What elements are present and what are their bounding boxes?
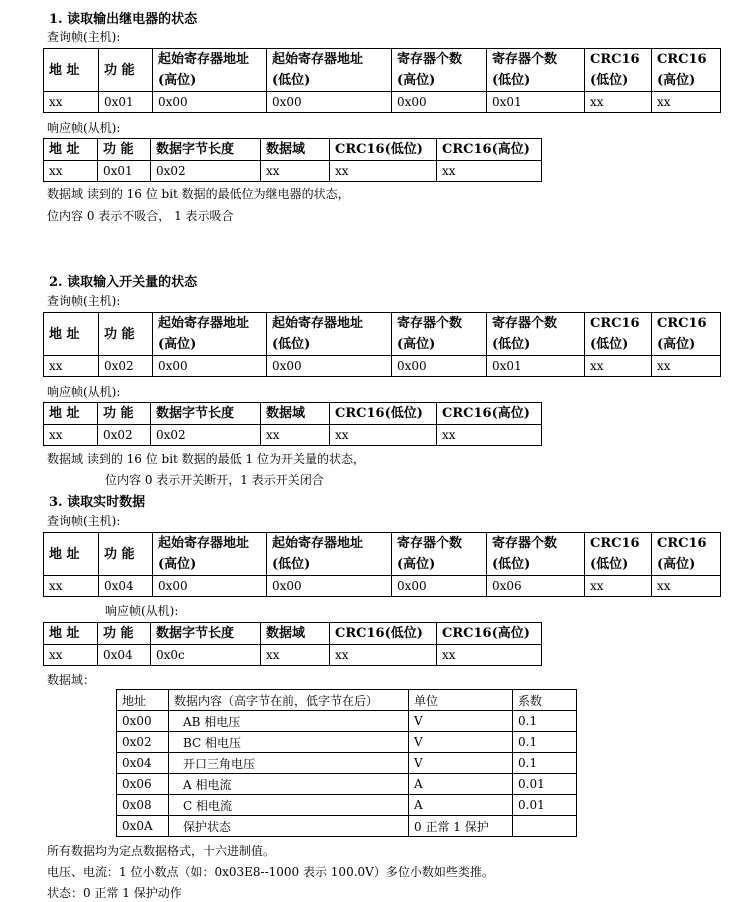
header-cnt-hi: 寄存器个数 (高位) xyxy=(392,49,487,92)
dt-header-addr: 地址 xyxy=(117,690,169,711)
dt-cell: 0x08 xyxy=(117,795,169,816)
section2-resp-label: 响应帧(从机): xyxy=(47,385,121,399)
dt-cell: C 相电流 xyxy=(169,795,409,816)
dt-cell: 0 正常 1 保护 xyxy=(409,816,513,837)
cell: xx xyxy=(44,92,99,113)
cell: 0x02 xyxy=(151,425,261,446)
cell: xx xyxy=(261,425,330,446)
header-crc-lo: CRC16(低位) xyxy=(330,403,437,425)
footnote-3: 状态：0 正常 1 保护动作 xyxy=(47,886,182,900)
cell: xx xyxy=(44,161,98,182)
section2-note2: 位内容 0 表示开关断开，1 表示开关闭合 xyxy=(105,473,324,487)
cell: 0x02 xyxy=(98,425,151,446)
header-cnt-lo: 寄存器个数 (低位) xyxy=(487,533,585,576)
section3-query-table xyxy=(43,532,721,597)
dt-cell: 0x04 xyxy=(117,753,169,774)
cell: xx xyxy=(330,161,437,182)
cell: 0x00 xyxy=(153,356,267,377)
dt-cell: V xyxy=(409,753,513,774)
header-start-hi: 起始寄存器地址 (高位) xyxy=(153,533,267,576)
cell: xx xyxy=(330,645,437,666)
header-crc-hi: CRC16(高位) xyxy=(437,403,542,425)
section3-data-label: 数据域： xyxy=(47,673,96,687)
cell: 0x00 xyxy=(392,576,487,597)
header-len: 数据字节长度 xyxy=(151,623,261,645)
header-addr: 地 址 xyxy=(44,623,98,645)
footnote-1: 所有数据均为定点数据格式，十六进制值。 xyxy=(47,844,276,858)
cell: 0x00 xyxy=(153,92,267,113)
header-func: 功 能 xyxy=(98,139,151,161)
dt-cell: 0x00 xyxy=(117,711,169,732)
header-crc-lo: CRC16 (低位) xyxy=(585,533,652,576)
header-cnt-lo: 寄存器个数 (低位) xyxy=(487,313,585,356)
dt-cell: 0.1 xyxy=(513,711,577,732)
header-data: 数据域 xyxy=(261,623,330,645)
cell: xx xyxy=(437,645,542,666)
dt-cell: V xyxy=(409,732,513,753)
header-crc-lo: CRC16(低位) xyxy=(330,139,437,161)
cell: xx xyxy=(652,356,721,377)
cell: 0x01 xyxy=(99,92,153,113)
cell: 0x0c xyxy=(151,645,261,666)
dt-cell: 0.1 xyxy=(513,732,577,753)
dt-cell: V xyxy=(409,711,513,732)
header-len: 数据字节长度 xyxy=(151,139,261,161)
header-start-lo: 起始寄存器地址 (低位) xyxy=(267,49,392,92)
section1-note2: 位内容 0 表示不吸合， 1 表示吸合 xyxy=(47,209,234,223)
cell: xx xyxy=(585,576,652,597)
cell: xx xyxy=(44,356,99,377)
dt-cell: A xyxy=(409,774,513,795)
header-cnt-hi: 寄存器个数 (高位) xyxy=(392,313,487,356)
cell: 0x01 xyxy=(487,92,585,113)
header-start-lo: 起始寄存器地址 (低位) xyxy=(267,313,392,356)
section2-query-label: 查询帧(主机): xyxy=(47,294,121,308)
section1-query-label: 查询帧(主机): xyxy=(47,30,121,44)
cell: xx xyxy=(437,425,542,446)
header-cnt-lo: 寄存器个数 (低位) xyxy=(487,49,585,92)
dt-cell: 0.01 xyxy=(513,774,577,795)
dt-cell: AB 相电压 xyxy=(169,711,409,732)
dt-cell: 0x06 xyxy=(117,774,169,795)
dt-cell: 0x0A xyxy=(117,816,169,837)
section1-resp-label: 响应帧(从机): xyxy=(47,121,121,135)
header-addr: 地 址 xyxy=(44,139,98,161)
dt-cell: 0.01 xyxy=(513,795,577,816)
section3-resp-table xyxy=(43,622,542,666)
cell: 0x02 xyxy=(99,356,153,377)
header-crc-lo: CRC16 (低位) xyxy=(585,49,652,92)
section3-resp-label: 响应帧(从机): xyxy=(105,604,179,618)
dt-header-coef: 系数 xyxy=(513,690,577,711)
cell: xx xyxy=(330,425,437,446)
header-func: 功 能 xyxy=(98,623,151,645)
header-crc-hi: CRC16 (高位) xyxy=(652,313,721,356)
header-crc-lo: CRC16 (低位) xyxy=(585,313,652,356)
cell: 0x04 xyxy=(99,576,153,597)
section2-title: 2. 读取输入开关量的状态 xyxy=(49,275,198,290)
cell: 0x01 xyxy=(98,161,151,182)
dt-cell: 0.1 xyxy=(513,753,577,774)
header-crc-hi: CRC16 (高位) xyxy=(652,49,721,92)
section1-note1: 数据域 读到的 16 位 bit 数据的最低位为继电器的状态， xyxy=(47,187,350,201)
header-len: 数据字节长度 xyxy=(151,403,261,425)
cell: xx xyxy=(652,92,721,113)
cell: 0x00 xyxy=(153,576,267,597)
dt-cell: A 相电流 xyxy=(169,774,409,795)
header-cnt-hi: 寄存器个数 (高位) xyxy=(392,533,487,576)
header-func: 功 能 xyxy=(98,403,151,425)
section3-query-label: 查询帧(主机): xyxy=(47,514,121,528)
cell: xx xyxy=(437,161,542,182)
header-data: 数据域 xyxy=(261,139,330,161)
header-start-hi: 起始寄存器地址 (高位) xyxy=(153,49,267,92)
header-func: 功 能 xyxy=(99,313,153,356)
section2-query-table xyxy=(43,312,721,377)
dt-cell xyxy=(513,816,577,837)
header-addr: 地 址 xyxy=(44,49,99,92)
dt-cell: A xyxy=(409,795,513,816)
header-crc-hi: CRC16(高位) xyxy=(437,139,542,161)
cell: xx xyxy=(585,92,652,113)
dt-header-content: 数据内容（高字节在前，低字节在后） xyxy=(169,690,409,711)
cell: 0x00 xyxy=(267,92,392,113)
header-crc-lo: CRC16(低位) xyxy=(330,623,437,645)
section1-title: 1. 读取输出继电器的状态 xyxy=(49,12,198,27)
footnote-2: 电压、电流：1 位小数点（如：0x03E8--1000 表示 100.0V）多位小数如些类推。 xyxy=(47,865,494,879)
section1-query-table xyxy=(43,48,721,113)
header-crc-hi: CRC16 (高位) xyxy=(652,533,721,576)
cell: 0x00 xyxy=(267,576,392,597)
cell: 0x00 xyxy=(392,356,487,377)
header-addr: 地 址 xyxy=(44,403,98,425)
cell: xx xyxy=(652,576,721,597)
dt-cell: 开口三角电压 xyxy=(169,753,409,774)
header-func: 功 能 xyxy=(99,533,153,576)
cell: 0x00 xyxy=(392,92,487,113)
header-start-lo: 起始寄存器地址 (低位) xyxy=(267,533,392,576)
cell: 0x06 xyxy=(487,576,585,597)
cell: xx xyxy=(585,356,652,377)
header-crc-hi: CRC16(高位) xyxy=(437,623,542,645)
cell: xx xyxy=(44,645,98,666)
cell: xx xyxy=(44,425,98,446)
dt-cell: 保护状态 xyxy=(169,816,409,837)
cell: xx xyxy=(261,161,330,182)
section2-note1: 数据域 读到的 16 位 bit 数据的最低 1 位为开关量的状态， xyxy=(47,452,365,466)
data-field-table xyxy=(116,689,577,837)
dt-header-unit: 单位 xyxy=(409,690,513,711)
section1-resp-table xyxy=(43,138,542,182)
section2-resp-table xyxy=(43,402,542,446)
header-data: 数据域 xyxy=(261,403,330,425)
dt-cell: BC 相电压 xyxy=(169,732,409,753)
cell: xx xyxy=(44,576,99,597)
header-func: 功 能 xyxy=(99,49,153,92)
header-start-hi: 起始寄存器地址 (高位) xyxy=(153,313,267,356)
cell: 0x00 xyxy=(267,356,392,377)
cell: 0x04 xyxy=(98,645,151,666)
header-addr: 地 址 xyxy=(44,313,99,356)
cell: 0x01 xyxy=(487,356,585,377)
header-addr: 地 址 xyxy=(44,533,99,576)
dt-cell: 0x02 xyxy=(117,732,169,753)
cell: xx xyxy=(261,645,330,666)
section3-title: 3. 读取实时数据 xyxy=(49,495,146,510)
cell: 0x02 xyxy=(151,161,261,182)
